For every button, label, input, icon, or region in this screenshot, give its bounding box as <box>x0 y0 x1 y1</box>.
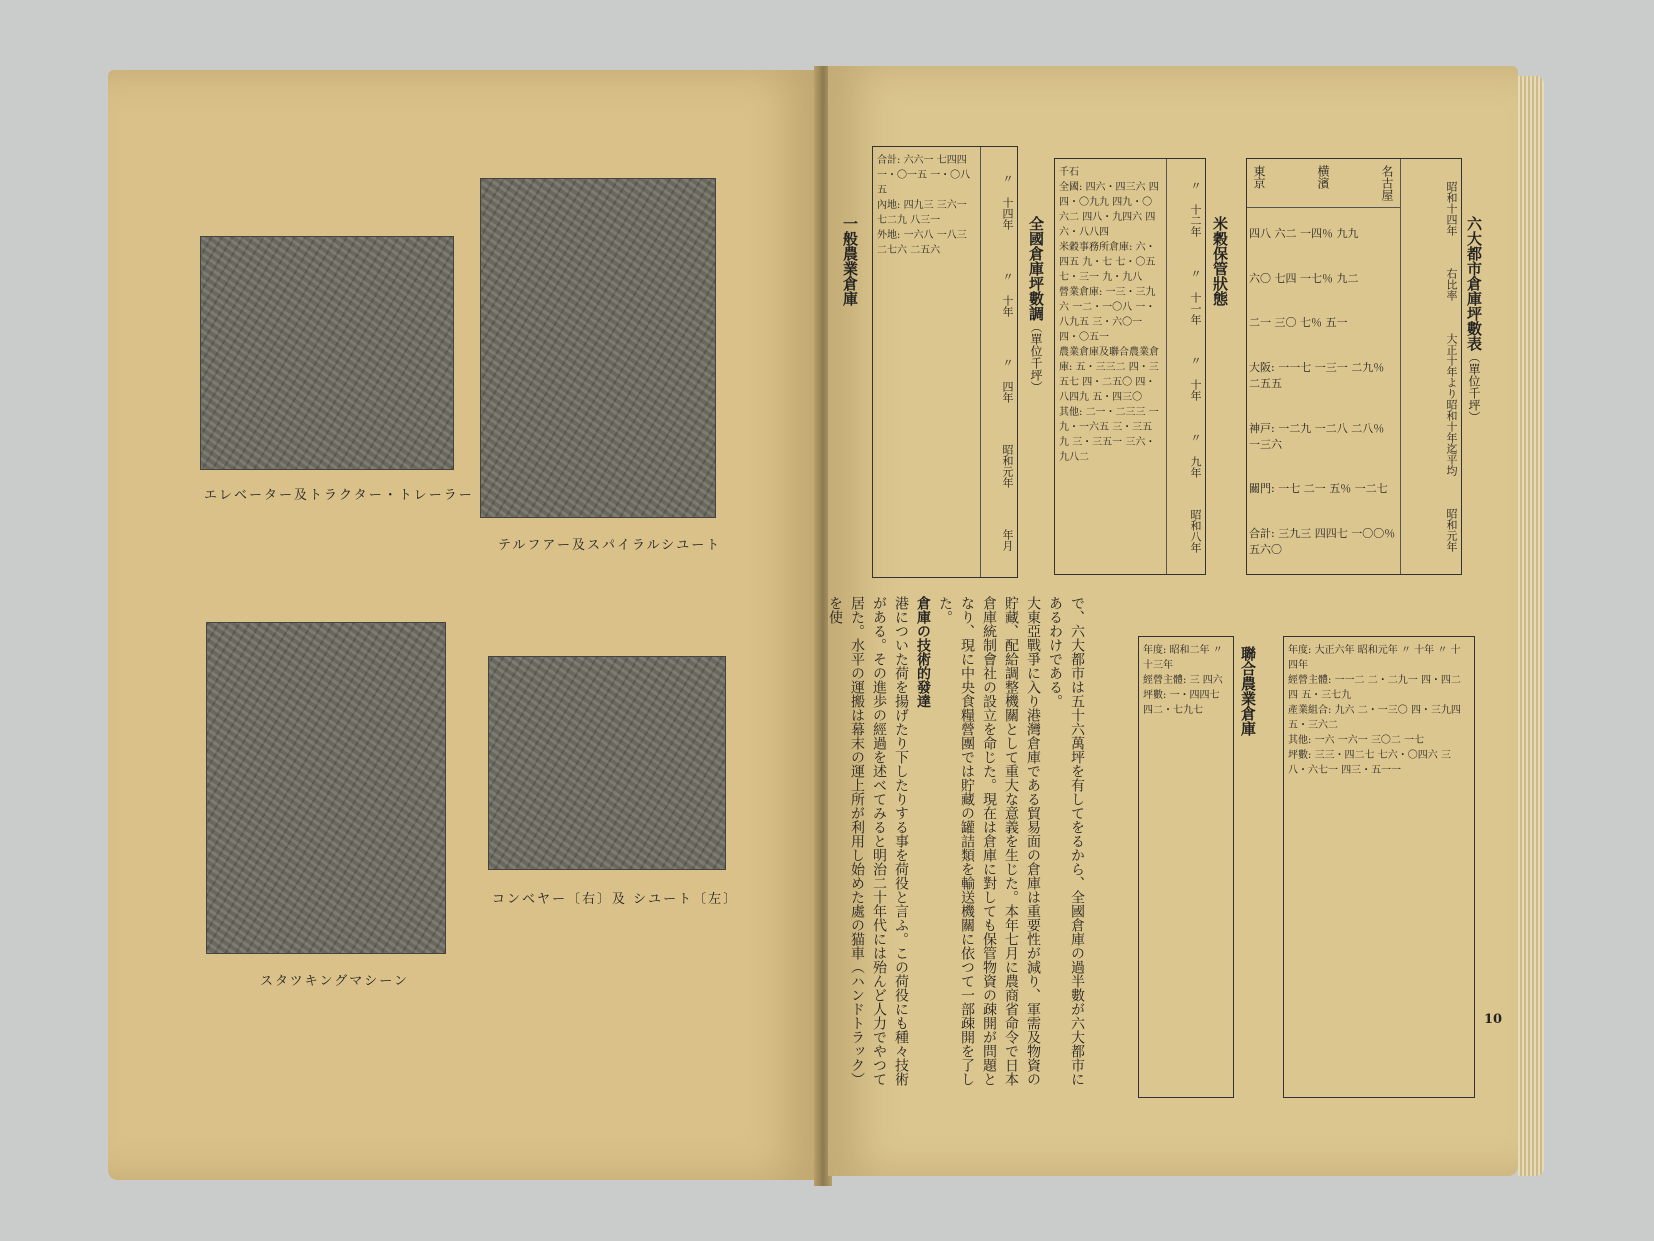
t1-col5: 關門: 一七 二一 五％ 一二七 <box>1249 482 1388 496</box>
body-text <box>824 596 1088 1096</box>
t1-h0: 東京 <box>1252 165 1266 189</box>
table4-union-agri-warehouse <box>1138 636 1234 1098</box>
t1-col6: 合計: 三九三 四四七 一〇〇％ 五六〇 <box>1249 526 1396 556</box>
paragraph-2: 大東亞戰爭に入り港灣倉庫である貿易面の倉庫は重要性が減り、軍需及物資の貯藏、配給調整機關として重大な意義を生じた。本年七月に農商省命令で日本倉庫統制會社の設立を命じた。現在は倉庫に對しても保管物資の疎開が問題となり、現に中央食糧營團では貯藏の罐詰類を輸送機關に依つて一部疎開を了した。 <box>937 596 1041 1086</box>
table4-title: 聯合農業倉庫 <box>1239 646 1257 736</box>
t2-data: 千石 全國: 四六・四三六 四四・〇九九 四九・〇六二 四八・九四六 四六・八八四 米穀事務所倉庫: 六・四五 九・七 七・〇五 七・三一 九・九八 營業倉庫: 一三・三九六 一二・一〇八 一・八九五 三・六〇一 四・〇五一 農業倉庫及聯合農業倉庫: 五・三三二 四・三五七 四・二五〇 四・八四九 五・四三〇 其他: 二一・二三三 一九・一六五 三・三五九 三・三五一 三六・九八二 <box>1055 159 1166 574</box>
t1-h2: 名古屋 <box>1380 165 1394 201</box>
t1-row2: 右比率 <box>1445 268 1458 301</box>
open-book <box>108 66 1548 1186</box>
page-number: 10 <box>1484 1012 1503 1027</box>
photo-conveyor <box>488 656 726 870</box>
table1-six-cities <box>1246 158 1462 575</box>
paragraph-3: 港についた荷を揚げたり下したりする事を荷役と言ふ。この荷役にも種々技術がある。その進歩の經過を述べてみると明治二十年代には殆んど人力でやつて居た。水平の運搬は幕末の運上所が利用し始めた處の猫車（ハンドトラック）を使 <box>827 596 909 1086</box>
t3-data: 合計: 六六一 七四四 一・〇一五 一・〇八五 內地: 四九三 三六一 七二九 八三一 外地: 一六八 一八三 二七六 二五六 <box>877 155 971 256</box>
table3-title: 全國倉庫坪數調（單位千坪） <box>1027 216 1045 393</box>
table3-warehouse-area <box>872 146 1018 578</box>
t1-col1: 六〇 七四 一七％ 九二 <box>1249 271 1359 285</box>
t4-data: 年度: 昭和二年 〃 十三年 經營主體: 三 四六 坪數: 一・四四七 四二・七九七 <box>1143 645 1223 716</box>
photo-stacking-machine <box>206 622 446 954</box>
table2-rice-storage <box>1054 158 1206 575</box>
table5-general-agri-warehouse <box>1283 636 1475 1098</box>
t1-row3: 昭和十四年 <box>1445 181 1458 236</box>
table1-title: 六大都市倉庫坪數表（單位千坪） <box>1465 216 1483 423</box>
table5-title: 一般農業倉庫 <box>841 216 859 306</box>
t1-col2: 二一 三〇 七％ 五一 <box>1249 316 1348 330</box>
t1-row1: 大正十年より昭和十年迄平均 <box>1445 333 1458 476</box>
page-edges <box>1518 76 1544 1176</box>
caption-telpher: テルフアー及スパイラルシユート <box>498 538 722 553</box>
table2-title: 米穀保管狀態 <box>1211 216 1229 306</box>
section-heading: 倉庫の技術的發達 <box>915 596 931 708</box>
caption-conveyor: コンベヤー〔右〕及 シユート〔左〕 <box>492 892 739 907</box>
t3-rowheads: 年月 昭和元年 〃 四年 〃 十年 〃 十四年 <box>980 147 1017 577</box>
table1-rowheads <box>1400 159 1461 574</box>
left-page <box>108 70 818 1180</box>
paragraph-1: で、六大都市は五十六萬坪を有してをるから、全國倉庫の過半數が六大都市にあるわけである。 <box>1047 596 1085 1086</box>
photo-elevator <box>200 236 454 470</box>
right-page <box>828 66 1518 1176</box>
t2-rowheads: 昭和八年 〃 九年 〃 十年 〃 十一年 〃 十二年 <box>1166 159 1205 574</box>
t2-unit: 千石 <box>1059 167 1079 178</box>
table1-data <box>1247 159 1400 574</box>
t5-data: 年度: 大正六年 昭和元年 〃 十年 〃 十四年 經營主體: 一一二 二・二九一 四・四二四 五・三七九 產業組合: 九六 二・一三〇 四・三九四 五・三六二 其他: 一六 一六一 三〇二 一七 坪數: 三三・四二七 七六・〇四六 三八・六七一 四三・五一一 <box>1288 645 1461 776</box>
t1-header-row <box>1247 159 1400 208</box>
t1-col3: 大阪: 一一七 一三一 二九％ 二五五 <box>1249 360 1385 390</box>
t1-body <box>1247 208 1400 574</box>
t1-row0: 昭和元年 <box>1445 508 1458 552</box>
t1-col0: 四八 六二 一四％ 九九 <box>1249 227 1359 241</box>
t1-col4: 神戸: 一二九 一二八 二八％ 一三六 <box>1249 421 1385 451</box>
photo-telpher <box>480 178 716 518</box>
t1-h1: 横濱 <box>1316 165 1330 189</box>
caption-elevator: エレベーター及トラクター・トレーラー <box>204 488 474 503</box>
caption-stacking-machine: スタツキングマシーン <box>260 974 409 989</box>
